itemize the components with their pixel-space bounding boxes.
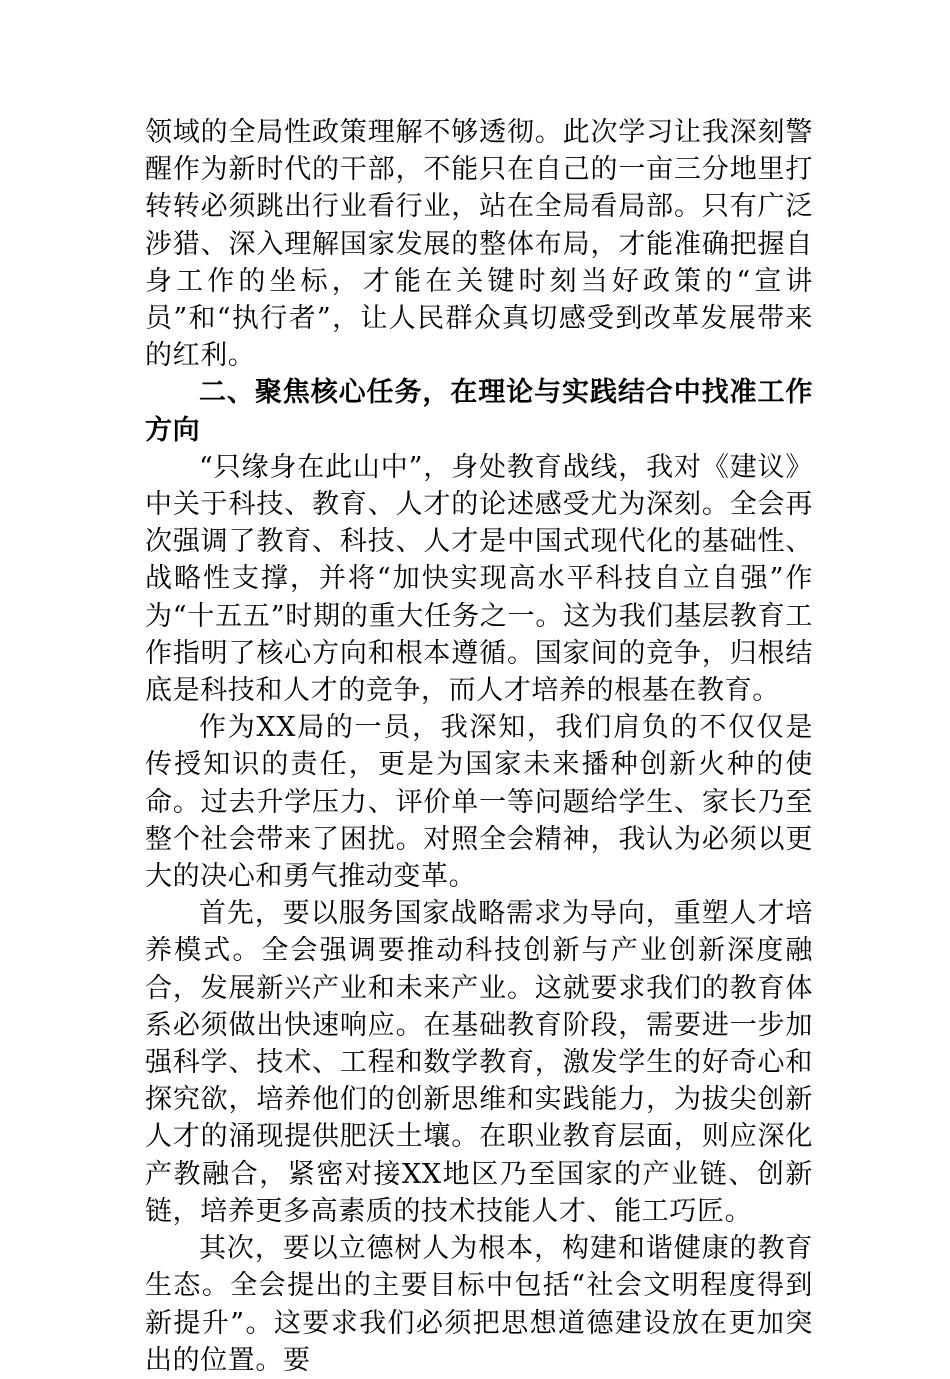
paragraph: 其次，要以立德树人为根本，构建和谐健康的教育生态。全会提出的主要目标中包括“社会文明程度得到新提升”。这要求我们必须把思想道德建设放在更加突出的位置。要	[145, 1233, 813, 1376]
paragraph: 作为XX局的一员，我深知，我们肩负的不仅仅是传授知识的责任，更是为国家未来播种创新火种的使命。过去升学压力、评价单一等问题给学生、家长乃至整个社会带来了困扰。对照全会精神，我认为必须以更大的决心和勇气推动变革。	[145, 712, 813, 893]
paragraph: “只缘身在此山中”，身处教育战线，我对《建议》中关于科技、教育、人才的论述感受尤为深刻。全会再次强调了教育、科技、人才是中国式现代化的基础性、战略性支撑，并将“加快实现高水平科技自立自强”作为“十五五”时期的重大任务之一。这为我们基层教育工作指明了核心方向和根本遵循。国家间的竞争，归根结底是科技和人才的竞争，而人才培养的根基在教育。	[145, 451, 813, 707]
section-heading: 二、聚焦核心任务，在理论与实践结合中找准工作方向	[145, 377, 813, 446]
paragraph-continued: 领域的全局性政策理解不够透彻。此次学习让我深刻警醒作为新时代的干部，不能只在自己的一亩三分地里打转转必须跳出行业看行业，站在全局看局部。只有广泛涉猎、深入理解国家发展的整体布局，才能准确把握自身工作的坐标，才能在关键时刻当好政策的“宣讲员”和“执行者”，让人民群众真切感受到改革发展带来的红利。	[145, 117, 813, 372]
paragraph: 首先，要以服务国家战略需求为导向，重塑人才培养模式。全会强调要推动科技创新与产业创新深度融合，发展新兴产业和未来产业。这就要求我们的教育体系必须做出快速响应。在基础教育阶段，需要进一步加强科学、技术、工程和数学教育，激发学生的好奇心和探究欲，培养他们的创新思维和实践能力，为拔尖创新人才的涌现提供肥沃土壤。在职业教育层面，则应深化产教融合，紧密对接XX地区乃至国家的产业链、创新链，培养更多高素质的技术技能人才、能工巧匠。	[145, 898, 813, 1227]
document-body	[145, 114, 813, 1379]
